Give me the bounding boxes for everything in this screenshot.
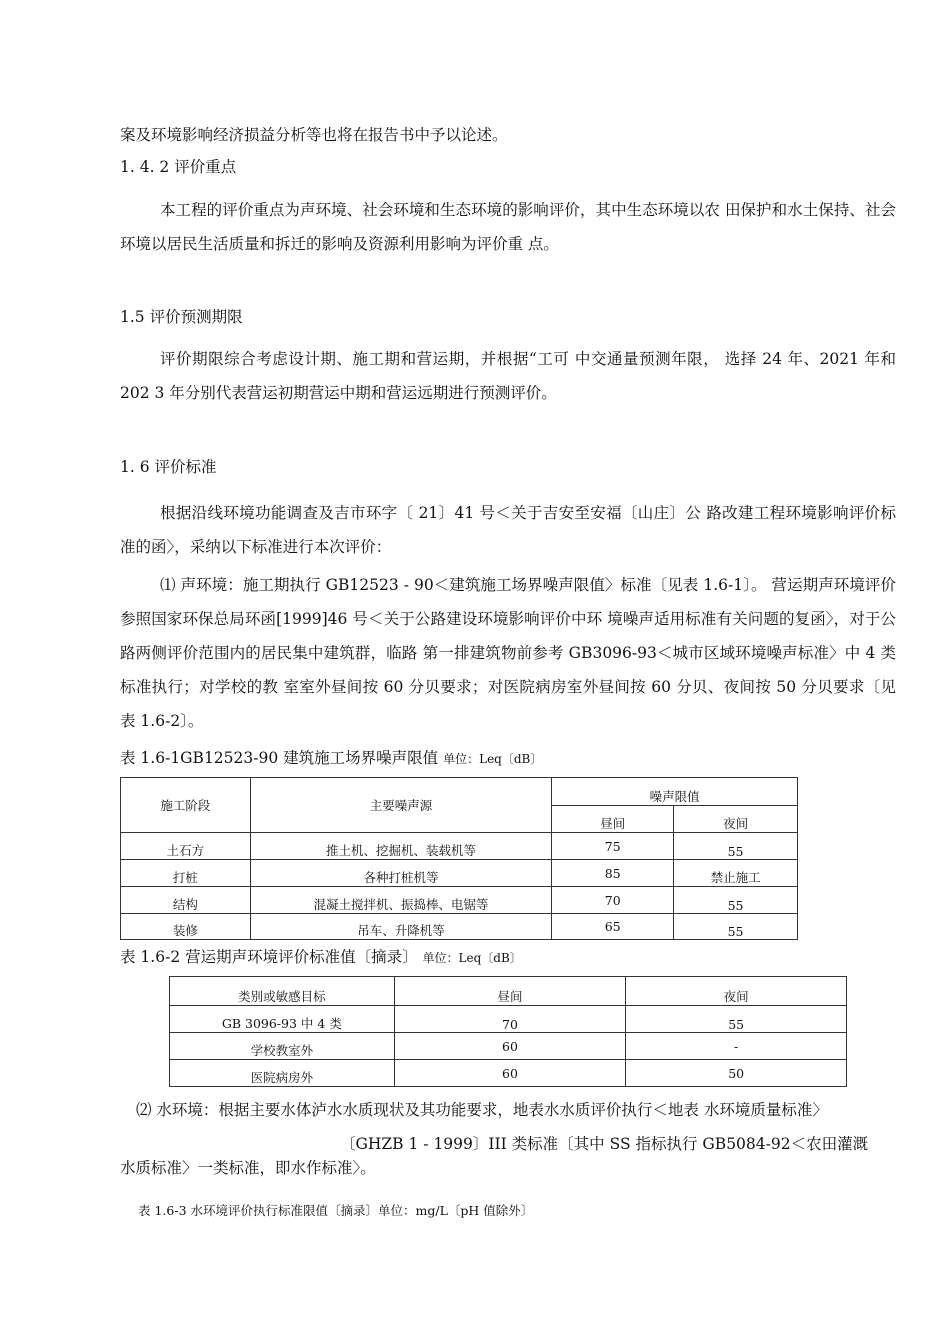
cell-night: 55	[674, 833, 798, 860]
table-row	[121, 860, 798, 887]
paragraph-prediction-period-text: 评价期限综合考虑设计期、施工期和营运期，并根据“工可 中交通量预测年限， 选择 24 年、2021 年和 202 3 年分别代表营运初期营运中期和营运远期进行预测评价。	[120, 350, 896, 402]
table-row	[170, 1060, 847, 1087]
cell-source: 吊车、升降机等	[250, 914, 552, 940]
cell-night: 50	[626, 1060, 847, 1087]
cell-source: 各种打桩机等	[250, 860, 552, 887]
table3-caption: 表 1.6-3 水环境评价执行标准限值〔摘录〕单位：mg/L〔pH 值除外〕	[138, 1203, 534, 1218]
cell-source: 混凝土搅拌机、振捣棒、电锯等	[250, 887, 552, 914]
table-row	[121, 887, 798, 914]
paragraph-prediction-period	[120, 342, 896, 410]
paragraph-eval-focus	[120, 193, 896, 261]
heading-1-6: 1. 6 评价标准	[120, 458, 217, 476]
water-env-line-1: ⑵ 水环境：根据主要水体泸水水质现状及其功能要求，地表水水质评价执行＜地表 水环境质量标准〉	[136, 1101, 828, 1119]
table2-caption	[120, 945, 522, 967]
cell-stage: 打桩	[121, 860, 251, 887]
th-category: 类别或敏感目标	[170, 977, 395, 1006]
table1-caption-text: 表 1.6-1GB12523-90 建筑施工场界噪声限值	[120, 749, 439, 767]
cell-day: 85	[552, 860, 674, 887]
cell-night: 55	[626, 1006, 847, 1033]
th-day: 昼间	[552, 806, 674, 833]
cell-category: 医院病房外	[170, 1060, 395, 1087]
paragraph-standards-intro-text: 根据沿线环境功能调查及吉市环字〔 21〕41 号＜关于吉安至安福〔山庄〕公 路改建工程环境影响评价标准的函〉，采纳以下标准进行本次评价：	[120, 504, 896, 556]
cell-night: 禁止施工	[674, 860, 798, 887]
table1-unit: 单位：Leq〔dB〕	[443, 752, 543, 766]
operation-noise-table	[169, 976, 847, 1087]
cell-day: 60	[394, 1033, 626, 1060]
paragraph-standards-intro	[120, 496, 896, 564]
cell-stage: 装修	[121, 914, 251, 940]
cell-night: 55	[674, 887, 798, 914]
table-row	[170, 1006, 847, 1033]
water-env-line-2: 〔GHZB 1 - 1999〕III 类标准〔其中 SS 指标执行 GB5084-92＜农田灌溉	[340, 1135, 869, 1153]
table-row	[121, 833, 798, 860]
cell-day: 70	[552, 887, 674, 914]
cell-day: 70	[394, 1006, 626, 1033]
cell-day: 75	[552, 833, 674, 860]
th-stage: 施工阶段	[121, 778, 251, 833]
heading-1-5: 1.5 评价预测期限	[120, 308, 243, 326]
table-row	[170, 1033, 847, 1060]
cell-category: GB 3096-93 中 4 类	[170, 1006, 395, 1033]
paragraph-acoustic-env	[120, 568, 896, 738]
cell-night: 55	[674, 914, 798, 940]
cell-stage: 土石方	[121, 833, 251, 860]
cell-day: 65	[552, 914, 674, 940]
th-source: 主要噪声源	[250, 778, 552, 833]
cell-day: 60	[394, 1060, 626, 1087]
cell-night: -	[626, 1033, 847, 1060]
cell-category: 学校教室外	[170, 1033, 395, 1060]
construction-noise-table	[120, 777, 798, 940]
th-noise-limit: 噪声限值	[552, 778, 798, 806]
heading-1-4-2: 1. 4. 2 评价重点	[120, 158, 237, 176]
cell-stage: 结构	[121, 887, 251, 914]
th-day: 昼间	[394, 977, 626, 1006]
table2-caption-text: 表 1.6-2 营运期声环境评价标准值〔摘录〕	[120, 948, 418, 966]
th-night: 夜间	[674, 806, 798, 833]
cell-source: 推土机、挖掘机、装载机等	[250, 833, 552, 860]
table-row	[121, 914, 798, 940]
paragraph-eval-focus-text: 本工程的评价重点为声环境、社会环境和生态环境的影响评价，其中生态环境以农 田保护和水土保持、社会环境以居民生活质量和拆迁的影响及资源利用影响为评价重 点。	[120, 201, 896, 253]
water-env-line-3: 水质标准〉一类标准，即水作标准〉。	[120, 1159, 376, 1177]
intro-tail-line: 案及环境影响经济损益分析等也将在报告书中予以论述。	[120, 126, 508, 144]
th-night: 夜间	[626, 977, 847, 1006]
table1-caption	[120, 746, 542, 768]
table2-unit: 单位：Leq〔dB〕	[422, 951, 522, 965]
paragraph-acoustic-env-text: ⑴ 声环境：施工期执行 GB12523 - 90＜建筑施工场界噪声限值〉标准〔见表 1.6-1〕。 营运期声环境评价参照国家环保总局环函[1999]46 号＜关于公路建设环境影响评价中环 境噪声适用标准有关问题的复函〉，对于公路两侧评价范围内的居民集中建筑群，临路 第一排建筑物前参考 GB3096-93＜城市区域环境噪声标准〉中 4 类标准执行；对学校的教 室室外昼间按 60 分贝要求；对医院病房室外昼间按 60 分贝、夜间按 50 分贝要求〔见 表 1.6-2〕。	[120, 576, 896, 730]
